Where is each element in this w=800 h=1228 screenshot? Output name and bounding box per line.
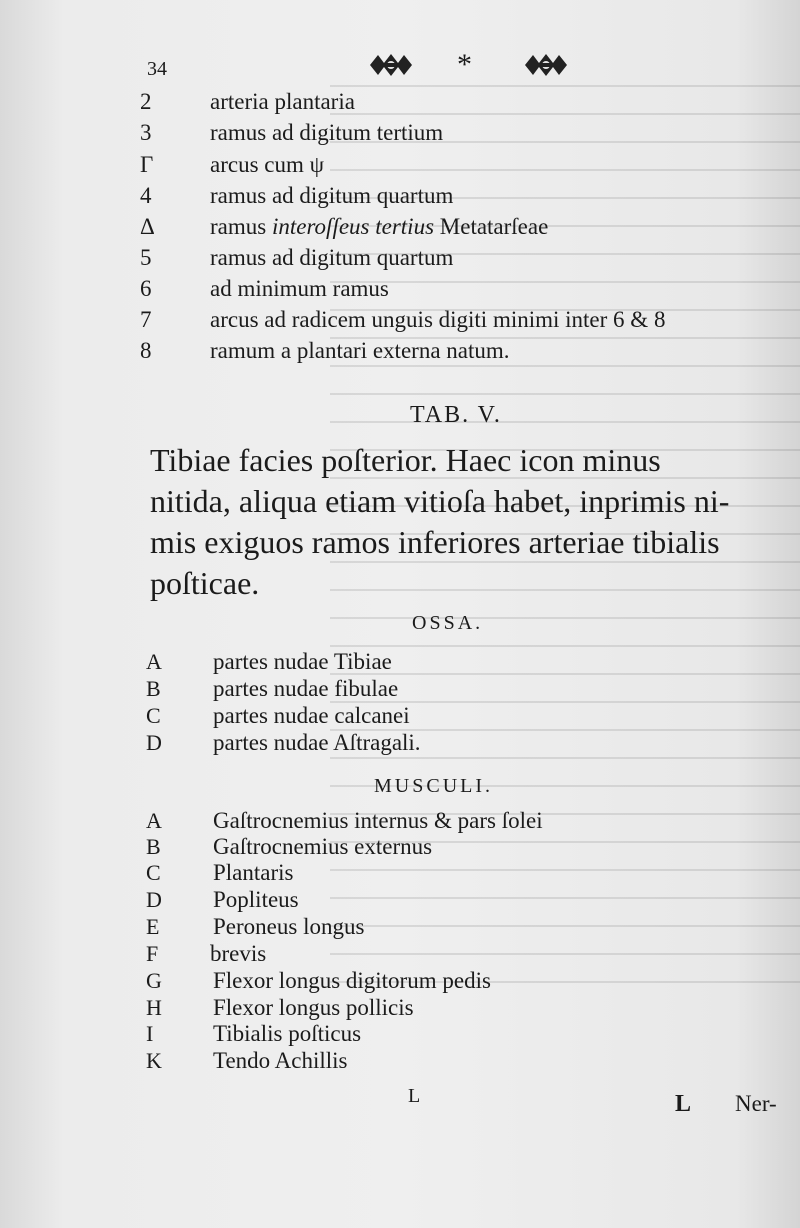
list-text: arcus cum ψ [210,152,325,177]
list-key: E [146,914,160,939]
list-text: arteria plantaria [210,89,355,114]
list-text: partes nudae Tibiae [213,649,392,674]
list-text: ramus ad digitum quartum [210,245,454,270]
list-key: 2 [140,89,152,114]
list-text: Tibialis poſticus [213,1021,362,1046]
list-key: K [146,1048,162,1073]
list-key: 3 [140,120,152,145]
list-key: B [146,834,161,859]
list-key: 7 [140,307,152,332]
paragraph-line: Tibiae facies poſterior. Haec icon minus [150,442,661,478]
list-key: D [146,887,162,912]
list-key: A [146,808,162,833]
list-text-italic: interoſſeus tertius [271,214,435,239]
paragraph-line: poſticae. [150,565,260,601]
list-key: 8 [140,338,152,363]
description-paragraph [150,440,800,604]
paragraph-line: mis exiguos ramos inferiores arteriae tibialis [150,524,720,560]
list-text: Gaſtrocnemius externus [213,834,433,859]
page-number: 34 [147,58,167,80]
list-key: A [146,649,162,674]
list-text: Peroneus longus [213,914,365,939]
list-text: partes nudae Aſtragali. [213,730,421,755]
list-text: ramum a plantari externa natum. [210,338,510,363]
list-text: partes nudae fibulae [213,676,399,701]
list-text-pre: ramus [210,214,272,239]
list-text: Flexor longus pollicis [213,995,414,1020]
list-text: Tendo Achillis [213,1048,348,1073]
section-title-ossa: OSSA. [412,612,484,634]
list-text: Flexor longus digitorum pedis [213,968,491,993]
list-text: partes nudae calcanei [213,703,410,728]
list-text-post: Metatarſeae [434,214,549,239]
page-header [0,50,800,84]
list-key: B [146,676,161,701]
list-text: ad minimum ramus [210,276,389,301]
list-key: Γ [140,152,154,177]
list-key: 5 [140,245,152,270]
list-text: brevis [210,941,267,966]
list-text: ramus ad digitum quartum [210,183,454,208]
list-key: D [146,730,162,755]
section-title-musculi: MUSCULI. [374,775,494,797]
list-key: I [146,1021,154,1046]
ornament-left-icon [368,52,414,78]
list-text: Plantaris [213,860,294,885]
tab-title: TAB. V. [410,402,502,428]
signature-mark: L [408,1085,421,1107]
list-text: Gaſtrocnemius internus & pars ſolei [213,808,543,833]
list-text: Popliteus [213,887,299,912]
ornament-star-icon: * [457,48,472,81]
list-key: G [146,968,162,993]
catchword-letter: L [675,1091,692,1117]
list-key: 6 [140,276,152,301]
list-key: Δ [140,214,155,239]
list-text: arcus ad radicem unguis digiti minimi inter 6 & 8 [210,307,666,332]
list-key: C [146,703,161,728]
list-text: ramus ad digitum tertium [210,120,444,145]
list-key: F [146,941,159,966]
list-key: 4 [140,183,152,208]
list-key: H [146,995,162,1020]
list-key: C [146,860,161,885]
ornament-right-icon [523,52,569,78]
paragraph-line: nitida, aliqua etiam vitioſa habet, inprimis ni- [150,483,730,519]
catchword: Ner- [735,1091,777,1116]
list-text [210,214,548,240]
